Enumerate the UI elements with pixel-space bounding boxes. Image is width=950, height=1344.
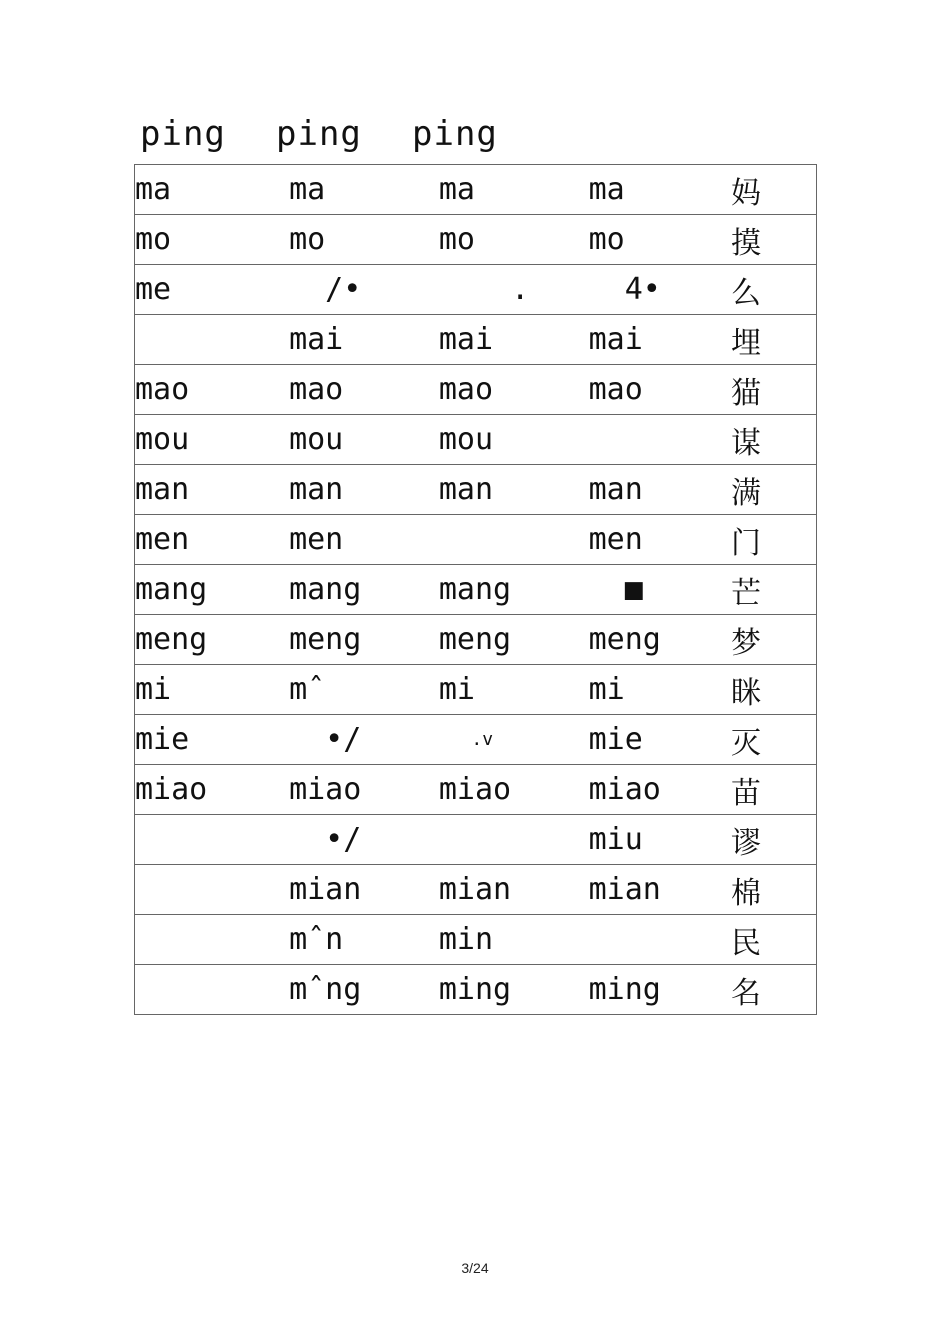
pinyin-cell	[135, 865, 290, 915]
pinyin-cell: mou	[439, 415, 589, 465]
pinyin-cell: mou	[135, 415, 290, 465]
pinyin-cell: miao	[439, 765, 589, 815]
table-row	[135, 565, 817, 615]
pinyin-cell: me	[135, 265, 290, 315]
table-row	[135, 865, 817, 915]
table-row	[135, 365, 817, 415]
pinyin-cell: .	[439, 265, 589, 315]
pinyin-cell: mie	[135, 715, 290, 765]
pinyin-cell: •/	[289, 815, 439, 865]
pinyin-cell: man	[135, 465, 290, 515]
pinyin-cell: ming	[439, 965, 589, 1015]
pinyin-cell: mao	[589, 365, 731, 415]
pinyin-cell: mang	[135, 565, 290, 615]
pinyin-cell: meng	[289, 615, 439, 665]
hanzi-cell: 名	[731, 965, 817, 1015]
pinyin-cell: ming	[589, 965, 731, 1015]
pinyin-cell: miu	[589, 815, 731, 865]
hanzi-cell: 猫	[731, 365, 817, 415]
pinyin-cell: man	[289, 465, 439, 515]
pinyin-cell: men	[135, 515, 290, 565]
pinyin-cell	[135, 315, 290, 365]
header-pinyin: ping	[276, 114, 362, 154]
pinyin-cell	[439, 815, 589, 865]
pinyin-cell: mian	[439, 865, 589, 915]
header-pinyin: ping	[412, 114, 498, 154]
table-row	[135, 915, 817, 965]
pinyin-cell: mang	[289, 565, 439, 615]
pinyin-cell: mai	[289, 315, 439, 365]
pinyin-cell: mˆn	[289, 915, 439, 965]
pinyin-cell: ■	[589, 565, 731, 615]
pinyin-cell	[135, 915, 290, 965]
pinyin-cell: mi	[135, 665, 290, 715]
pinyin-cell	[439, 515, 589, 565]
hanzi-cell: 门	[731, 515, 817, 565]
pinyin-cell: man	[589, 465, 731, 515]
hanzi-cell: 芒	[731, 565, 817, 615]
hanzi-cell: 谬	[731, 815, 817, 865]
pinyin-cell: mˆng	[289, 965, 439, 1015]
table-row	[135, 765, 817, 815]
pinyin-cell: .v	[439, 715, 589, 765]
pinyin-cell: man	[439, 465, 589, 515]
pinyin-cell: mao	[439, 365, 589, 415]
table-row	[135, 965, 817, 1015]
pinyin-cell: men	[289, 515, 439, 565]
pinyin-cell: meng	[135, 615, 290, 665]
hanzi-cell: 妈	[731, 165, 817, 215]
pinyin-cell: ma	[135, 165, 290, 215]
pinyin-cell: mo	[135, 215, 290, 265]
pinyin-cell: mian	[289, 865, 439, 915]
pinyin-cell: mo	[289, 215, 439, 265]
pinyin-cell: mou	[289, 415, 439, 465]
table-row	[135, 515, 817, 565]
pinyin-cell: mo	[589, 215, 731, 265]
header-pinyin: ping	[140, 114, 226, 154]
hanzi-cell: 梦	[731, 615, 817, 665]
pinyin-cell: miao	[589, 765, 731, 815]
pinyin-cell: mai	[589, 315, 731, 365]
pinyin-cell: meng	[589, 615, 731, 665]
pinyin-cell: mao	[289, 365, 439, 415]
pinyin-cell	[135, 815, 290, 865]
table-row	[135, 315, 817, 365]
hanzi-cell: 灭	[731, 715, 817, 765]
table-row	[135, 415, 817, 465]
pinyin-cell: mo	[439, 215, 589, 265]
hanzi-cell: 埋	[731, 315, 817, 365]
hanzi-cell: 民	[731, 915, 817, 965]
table-row	[135, 665, 817, 715]
pinyin-cell	[589, 415, 731, 465]
table-row	[135, 215, 817, 265]
pinyin-cell: ma	[289, 165, 439, 215]
table-row	[135, 165, 817, 215]
hanzi-cell: 棉	[731, 865, 817, 915]
hanzi-cell: 么	[731, 265, 817, 315]
pinyin-cell	[589, 915, 731, 965]
pinyin-cell: miao	[135, 765, 290, 815]
pinyin-cell: mˆ	[289, 665, 439, 715]
hanzi-cell: 满	[731, 465, 817, 515]
pinyin-cell: ma	[589, 165, 731, 215]
pinyin-cell: 4•	[589, 265, 731, 315]
pinyin-cell: mai	[439, 315, 589, 365]
hanzi-cell: 谋	[731, 415, 817, 465]
pinyin-cell: mi	[439, 665, 589, 715]
pinyin-cell: mie	[589, 715, 731, 765]
pinyin-cell: mian	[589, 865, 731, 915]
pinyin-cell: mao	[135, 365, 290, 415]
pinyin-cell: ma	[439, 165, 589, 215]
pinyin-cell: /•	[289, 265, 439, 315]
table-row	[135, 715, 817, 765]
hanzi-cell: 摸	[731, 215, 817, 265]
table-row	[135, 615, 817, 665]
pinyin-cell: min	[439, 915, 589, 965]
pinyin-cell: mang	[439, 565, 589, 615]
pinyin-cell	[135, 965, 290, 1015]
header-row	[140, 114, 740, 160]
hanzi-cell: 眯	[731, 665, 817, 715]
table-row	[135, 815, 817, 865]
table-row	[135, 265, 817, 315]
pinyin-cell: miao	[289, 765, 439, 815]
pinyin-cell: men	[589, 515, 731, 565]
pinyin-cell: mi	[589, 665, 731, 715]
page-number: 3/24	[461, 1260, 489, 1276]
hanzi-cell: 苗	[731, 765, 817, 815]
pinyin-table	[134, 164, 817, 1015]
table-row	[135, 465, 817, 515]
pinyin-cell: meng	[439, 615, 589, 665]
pinyin-cell: •/	[289, 715, 439, 765]
